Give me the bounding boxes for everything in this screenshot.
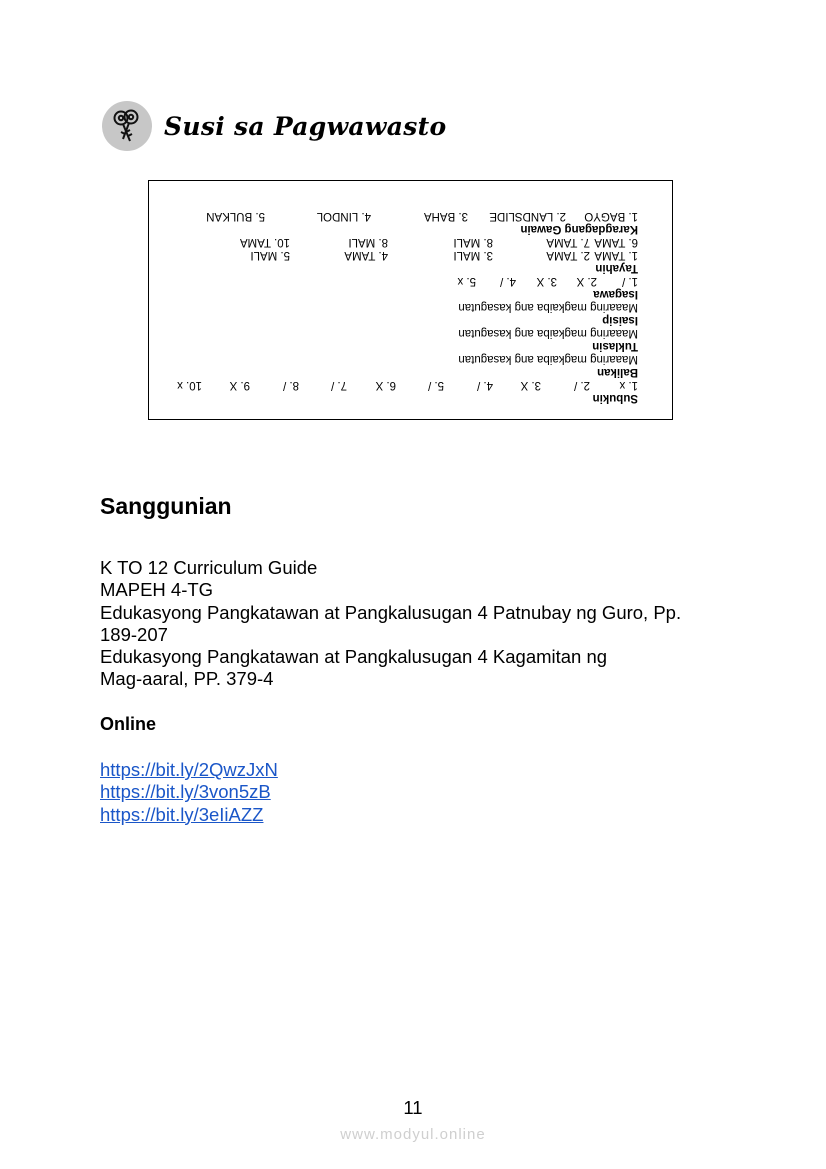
reference-link[interactable]: https://bit.ly/3eIiAZZ <box>100 803 264 825</box>
reference-line: MAPEH 4-TG <box>100 579 214 601</box>
page-number: 11 <box>403 1097 423 1118</box>
list-item: 2. LANDSLIDE <box>489 210 566 222</box>
subukin-answers <box>178 378 638 391</box>
list-item: 3. MALI <box>453 249 493 261</box>
reference-line: K TO 12 Curriculum Guide <box>100 557 318 578</box>
list-item: 2. X <box>576 275 597 287</box>
list-item: 6. X <box>375 379 396 391</box>
list-item: 1. BAGYO <box>584 210 638 222</box>
list-item: 10. TAMA <box>239 236 290 248</box>
karagdagang-gawain-heading: Karagdagang Gawain <box>520 223 638 235</box>
reference-line: Mag-aaral, PP. 379-4 <box>100 668 274 690</box>
subukin-heading: Subukin <box>592 392 638 404</box>
online-heading: Online <box>100 714 157 734</box>
balikan-heading: Balikan <box>597 366 638 378</box>
list-item: 5. BULKAN <box>206 210 265 222</box>
keys-icon <box>102 101 152 151</box>
tayahin-row-2 <box>178 235 638 248</box>
reference-list <box>100 557 681 691</box>
list-item: 7. / <box>331 379 347 391</box>
isaisip-heading: Isaisip <box>602 314 638 326</box>
tuklasin-text: Maaaring magkaiba ang kasagutan <box>458 327 638 339</box>
list-item: 9. X <box>229 379 250 391</box>
list-item: 1. / <box>622 275 638 287</box>
isagawa-heading: Isagawa <box>593 288 638 300</box>
list-item: 5. / <box>428 379 444 391</box>
reference-line: Edukasyong Pangkatawan at Pangkalusugan 4 Kagamitan ng <box>100 646 608 668</box>
list-item: 8. MALI <box>348 236 388 248</box>
tayahin-heading: Tayahin <box>595 262 638 274</box>
list-item: 3. X <box>536 275 557 287</box>
online-links <box>100 759 278 826</box>
section-header <box>102 100 446 152</box>
list-item: 5. x <box>457 275 476 287</box>
list-item: 3. X <box>520 379 541 391</box>
list-item: 6. TAMA <box>594 236 638 248</box>
tayahin-row-1 <box>178 248 638 261</box>
balikan-text: Maaaring magkaiba ang kasagutan <box>458 353 638 365</box>
list-item: 10. x <box>177 379 202 391</box>
list-item: 8. / <box>283 379 299 391</box>
list-item: 3. BAHA <box>423 210 468 222</box>
page-title: Susi sa Pagwawasto <box>164 111 447 141</box>
isaisip-text: Maaaring magkaiba ang kasagutan <box>458 301 638 313</box>
list-item: 1. x <box>619 379 638 391</box>
isagawa-answers <box>438 274 638 287</box>
karagdagang-gawain-answers <box>178 209 638 222</box>
answer-key-content <box>149 181 672 419</box>
list-item: 4. / <box>500 275 516 287</box>
reference-line: 189-207 <box>100 623 168 645</box>
list-item: 5. MALI <box>250 249 290 261</box>
answer-key-box <box>148 180 673 420</box>
tuklasin-heading: Tuklasin <box>592 340 638 352</box>
list-item: 7. TAMA <box>546 236 590 248</box>
reference-link[interactable]: https://bit.ly/2QwzJxN <box>100 759 278 780</box>
reference-line: Edukasyong Pangkatawan at Pangkalusugan 4 Patnubay ng Guro, Pp. <box>100 601 682 623</box>
list-item: 2. TAMA <box>546 249 590 261</box>
list-item: 4. LINDOL <box>316 210 371 222</box>
list-item: 4. TAMA <box>344 249 388 261</box>
list-item: 2. / <box>574 379 590 391</box>
list-item: 1. TAMA <box>594 249 638 261</box>
list-item: 8. MALI <box>453 236 493 248</box>
list-item: 4. / <box>477 379 493 391</box>
reference-link[interactable]: https://bit.ly/3von5zB <box>100 781 271 803</box>
watermark: www.modyul.online <box>340 1126 486 1143</box>
sanggunian-heading: Sanggunian <box>100 493 232 519</box>
